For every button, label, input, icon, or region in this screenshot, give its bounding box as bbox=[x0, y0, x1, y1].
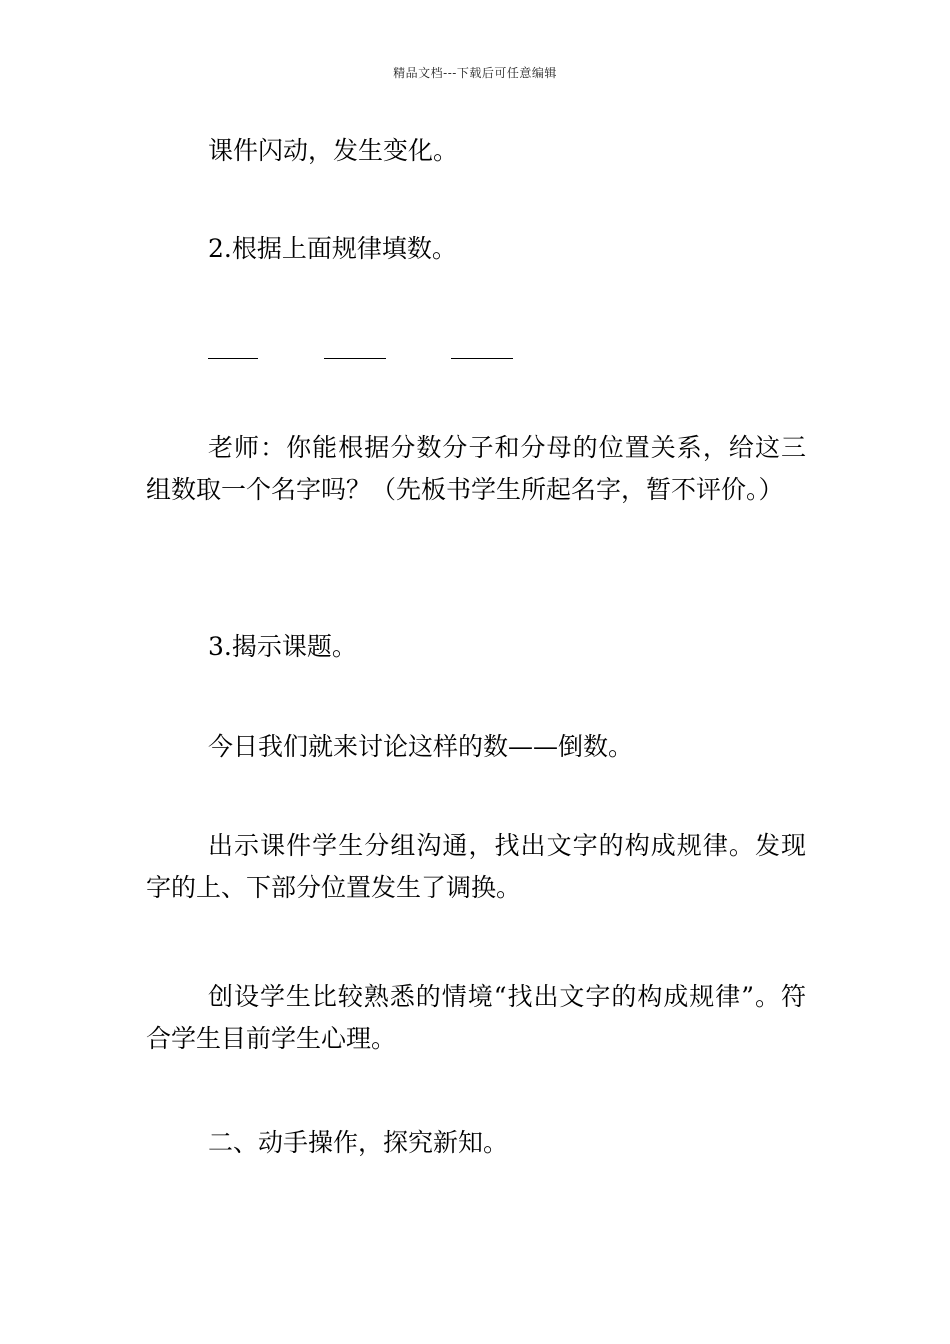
paragraph-fill-numbers: 2.根据上面规律填数。 bbox=[208, 234, 457, 263]
blank-line-2 bbox=[324, 358, 386, 359]
paragraph-group-discussion: 出示课件学生分组沟通，找出文字的构成规律。发现字的上、下部分位置发生了调换。 bbox=[146, 831, 806, 902]
paragraph-situation: 创设学生比较熟悉的情境“找出文字的构成规律”。符合学生目前学生心理。 bbox=[146, 982, 806, 1053]
paragraph-teacher-question: 老师：你能根据分数分子和分母的位置关系，给这三组数取一个名字吗？（先板书学生所起名字，暂不评价。） bbox=[146, 433, 806, 504]
paragraph-courseware-flash: 课件闪动，发生变化。 bbox=[208, 136, 459, 165]
paragraph-reciprocal: 今日我们就来讨论这样的数——倒数。 bbox=[208, 732, 634, 761]
blank-line-3 bbox=[451, 358, 513, 359]
paragraph-reveal-topic: 3.揭示课题。 bbox=[208, 632, 357, 661]
fill-in-blanks bbox=[208, 358, 608, 360]
blank-line-1 bbox=[208, 358, 258, 359]
paragraph-section-two: 二、动手操作，探究新知。 bbox=[208, 1128, 509, 1157]
page-header: 精品文档---下载后可任意编辑 bbox=[393, 66, 557, 80]
